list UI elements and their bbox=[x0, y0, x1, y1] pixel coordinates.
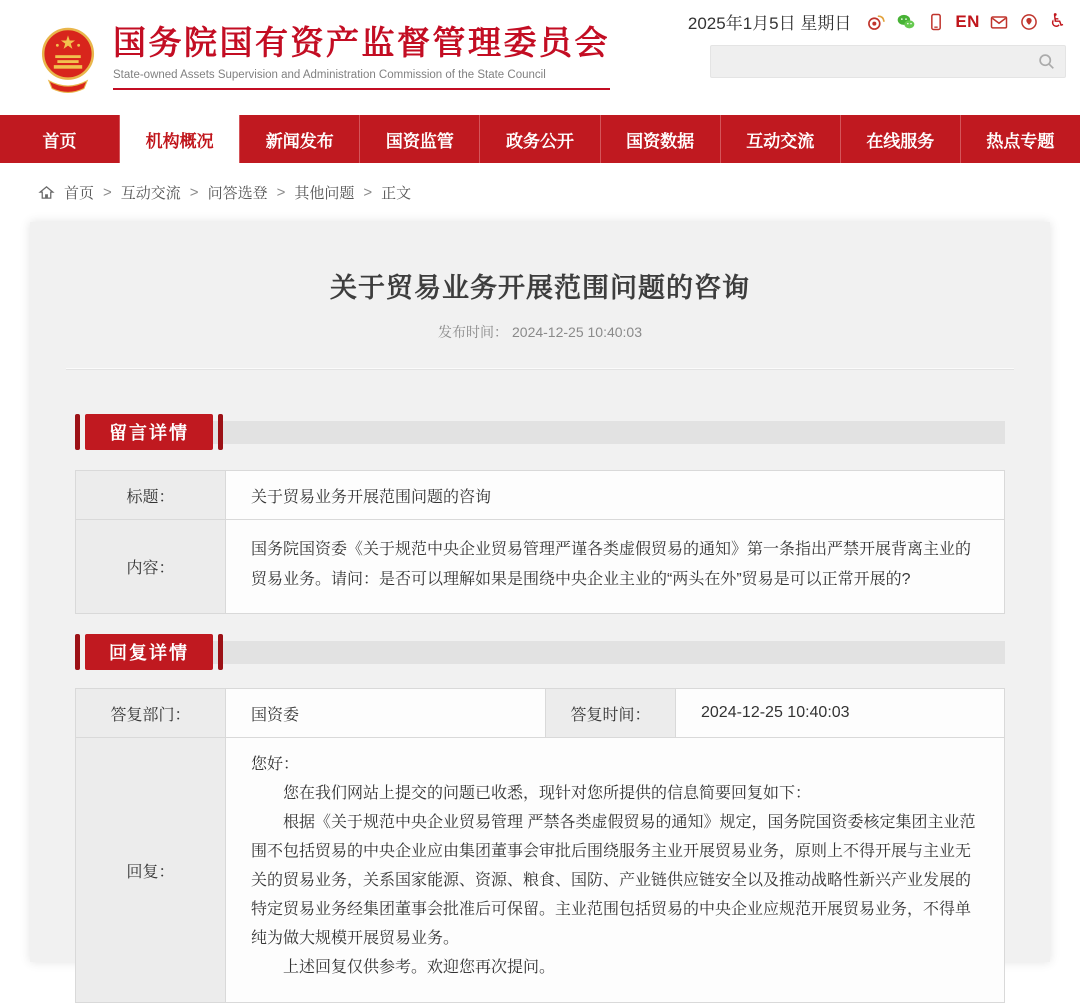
table-row bbox=[76, 471, 1004, 520]
reply-dept-value: 国资委 bbox=[226, 689, 546, 737]
table-row bbox=[76, 689, 1004, 738]
breadcrumb-item bbox=[294, 182, 372, 203]
message-content-value: 国务院国资委《关于规范中央企业贸易管理严谨各类虚假贸易的通知》第一条指出严禁开展背离主业的贸易业务。请问：是否可以理解如果是围绕中央企业主业的“两头在外”贸易是可以正常开展的? bbox=[226, 520, 1004, 613]
top-utility-bar bbox=[688, 9, 1066, 34]
main-nav bbox=[0, 115, 1080, 163]
breadcrumb-item bbox=[121, 182, 199, 203]
reply-section-header bbox=[75, 634, 1005, 670]
breadcrumb-item bbox=[208, 182, 286, 203]
breadcrumb-link[interactable]: 首页 bbox=[64, 185, 95, 202]
language-toggle-en[interactable]: EN bbox=[955, 11, 980, 31]
reply-paragraph: 您在我们网站上提交的问题已收悉，现针对您所提供的信息简要回复如下： bbox=[283, 785, 812, 802]
search-input[interactable] bbox=[711, 46, 1038, 77]
site-logo bbox=[36, 24, 610, 107]
breadcrumb-link[interactable]: 问答选登 bbox=[207, 185, 268, 202]
reply-section-title: 回复详情 bbox=[85, 634, 213, 670]
mobile-icon[interactable] bbox=[925, 11, 946, 32]
breadcrumb bbox=[0, 163, 1080, 222]
reply-paragraph: 根据《关于规范中央企业贸易管理 严禁各类虚假贸易的通知》规定，国务院国资委核定集团主业范围不包括贸易的中央企业应由集团董事会审批后围绕服务主业开展贸易业务，原则上不得开展与主业无关的贸易业务，关系国家能源、资源、粮食、国防、产业链供应链安全以及推动战略性新兴产业发展的特定贸易业务经集团董事会批准后可保留。主业范围包括贸易的中央企业应规范开展贸易业务，不得单纯为做大规模开展贸易业务。 bbox=[251, 814, 976, 947]
section-badge bbox=[75, 634, 223, 670]
nav-item[interactable]: 政务公开 bbox=[480, 115, 600, 163]
breadcrumb-separator: > bbox=[189, 184, 199, 201]
message-title-label: 标题： bbox=[76, 471, 226, 519]
nav-item[interactable]: 在线服务 bbox=[841, 115, 961, 163]
message-section-header bbox=[75, 414, 1005, 450]
site-subtitle-en: State-owned Assets Supervision and Administration Commission of the State Council bbox=[113, 69, 610, 90]
nav-item[interactable]: 国资监管 bbox=[360, 115, 480, 163]
breadcrumb-separator: > bbox=[276, 184, 286, 201]
nav-item[interactable]: 互动交流 bbox=[721, 115, 841, 163]
publish-time-value: 2024-12-25 10:40:03 bbox=[512, 324, 642, 340]
page-title: 关于贸易业务开展范围问题的咨询 bbox=[330, 273, 750, 303]
breadcrumb-item bbox=[381, 182, 411, 203]
nav-item[interactable]: 新闻发布 bbox=[240, 115, 360, 163]
title-divider bbox=[66, 368, 1014, 370]
nav-item[interactable]: 热点专题 bbox=[986, 131, 1055, 151]
publish-time-label: 发布时间： bbox=[438, 324, 508, 340]
wechat-icon[interactable] bbox=[895, 11, 916, 32]
reply-label: 回复： bbox=[76, 738, 226, 1002]
reply-time-value: 2024-12-25 10:40:03 bbox=[676, 689, 1004, 737]
breadcrumb-link[interactable]: 其他问题 bbox=[294, 185, 355, 202]
search-icon[interactable] bbox=[1038, 53, 1055, 70]
publish-time-row bbox=[30, 322, 1050, 342]
section-badge bbox=[75, 414, 223, 450]
reply-table bbox=[75, 688, 1005, 1003]
mail-icon[interactable] bbox=[989, 11, 1010, 32]
breadcrumb-link[interactable]: 正文 bbox=[381, 185, 412, 202]
current-date: 2025年1月5日 星期日 bbox=[687, 14, 852, 33]
section-header-bar bbox=[95, 641, 1005, 664]
badge-right-tick bbox=[218, 414, 223, 450]
message-title-value: 关于贸易业务开展范围问题的咨询 bbox=[226, 471, 1004, 519]
message-table bbox=[75, 470, 1005, 614]
accessibility-icon[interactable]: ♿ bbox=[1048, 11, 1066, 32]
national-emblem-icon bbox=[36, 24, 100, 107]
badge-left-tick bbox=[75, 634, 80, 670]
reply-paragraph: 您好： bbox=[251, 756, 300, 773]
badge-right-tick bbox=[218, 634, 223, 670]
table-row bbox=[76, 520, 1004, 613]
section-header-bar bbox=[95, 421, 1005, 444]
nav-item[interactable]: 国资数据 bbox=[601, 115, 721, 163]
message-content-label: 内容： bbox=[76, 520, 226, 613]
badge-left-tick bbox=[75, 414, 80, 450]
reply-dept-label: 答复部门： bbox=[76, 689, 226, 737]
nav-item[interactable]: 机构概况 bbox=[120, 115, 240, 163]
reply-paragraph: 上述回复仅供参考。欢迎您再次提问。 bbox=[283, 959, 556, 976]
home-icon[interactable] bbox=[38, 184, 55, 201]
weibo-icon[interactable] bbox=[865, 11, 886, 32]
breadcrumb-separator: > bbox=[103, 184, 112, 201]
breadcrumb-link[interactable]: 互动交流 bbox=[120, 185, 181, 202]
reply-content bbox=[226, 738, 1004, 1002]
content-panel bbox=[30, 222, 1050, 976]
site-search bbox=[710, 45, 1066, 78]
message-section-title: 留言详情 bbox=[85, 414, 213, 450]
contact-icon[interactable] bbox=[1019, 11, 1040, 32]
site-title: 国务院国有资产监督管理委员会 bbox=[113, 24, 610, 61]
table-row bbox=[76, 738, 1004, 1002]
reply-time-label: 答复时间： bbox=[546, 689, 676, 737]
breadcrumb-separator: > bbox=[363, 184, 373, 201]
nav-item[interactable]: 首页 bbox=[0, 115, 120, 163]
breadcrumb-item bbox=[64, 182, 112, 203]
